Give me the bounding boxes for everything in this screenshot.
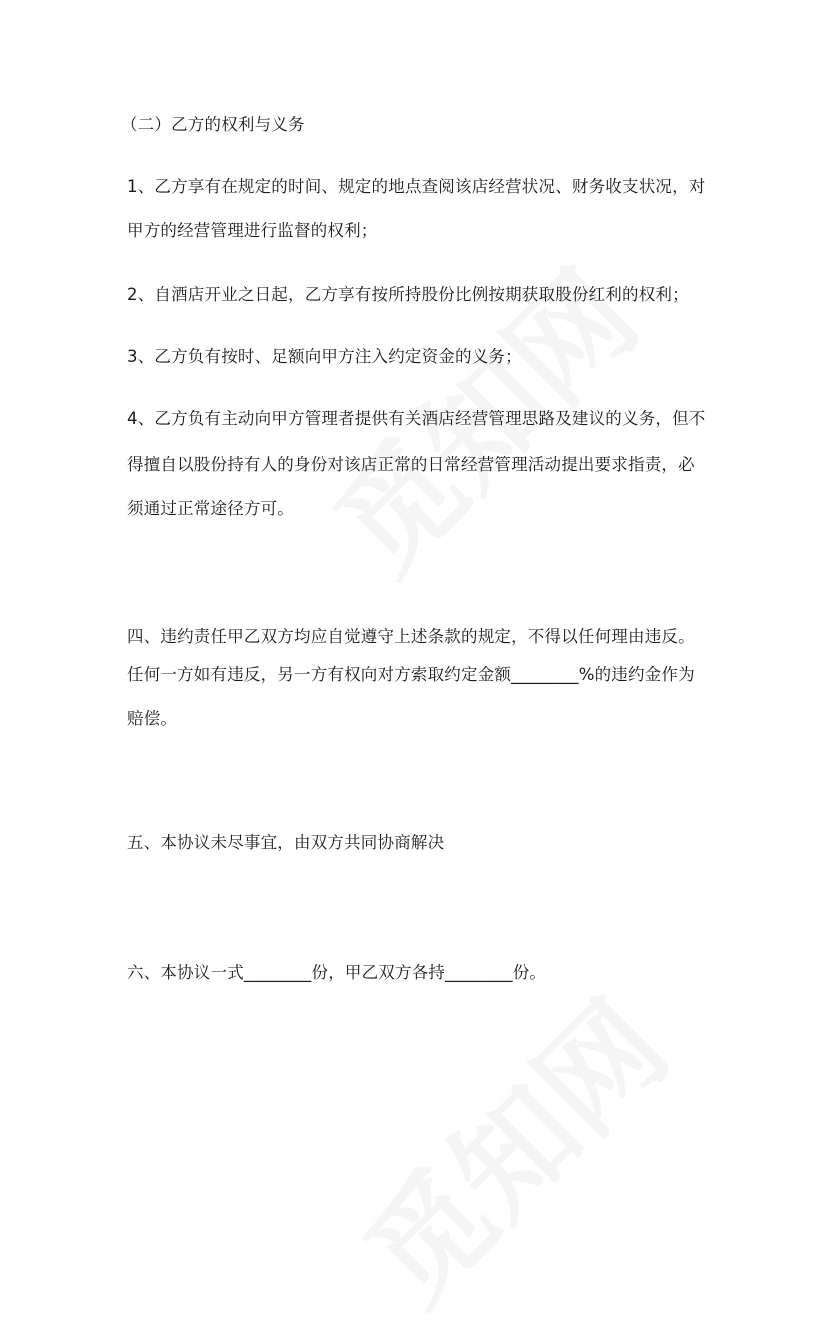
- section-title: （二）乙方的权利与义务: [121, 115, 305, 134]
- clause-4-line-2: 任何一方如有违反，另一方有权向对方索取约定金额________%的违约金作为: [127, 665, 695, 684]
- clause-4-line-1: 四、违约责任甲乙双方均应自觉遵守上述条款的规定，不得以任何理由违反。: [127, 627, 695, 646]
- clause-6: 六、本协议一式________份，甲乙双方各持________份。: [127, 963, 547, 982]
- clause-4-line-3: 赔偿。: [127, 709, 178, 728]
- item-4-line-1: 4、乙方负有主动向甲方管理者提供有关酒店经营管理思路及建议的义务，但不: [127, 409, 706, 428]
- watermark-bottom: [322, 958, 698, 1334]
- clause-5: 五、本协议未尽事宜，由双方共同协商解决: [127, 833, 445, 852]
- item-1-line-1: 1、乙方享有在规定的时间、规定的地点查阅该店经营状况、财务收支状况，对: [127, 177, 706, 196]
- item-4-line-3: 须通过正常途径方可。: [127, 499, 294, 518]
- item-4-line-2: 得擅自以股份持有人的身份对该店正常的日常经营管理活动提出要求指责，必: [127, 455, 695, 474]
- item-2: 2、自酒店开业之日起，乙方享有按所持股份比例按期获取股份红利的权利；: [127, 285, 689, 304]
- item-3: 3、乙方负有按时、足额向甲方注入约定资金的义务；: [127, 347, 522, 366]
- item-1-line-2: 甲方的经营管理进行监督的权利；: [127, 221, 378, 240]
